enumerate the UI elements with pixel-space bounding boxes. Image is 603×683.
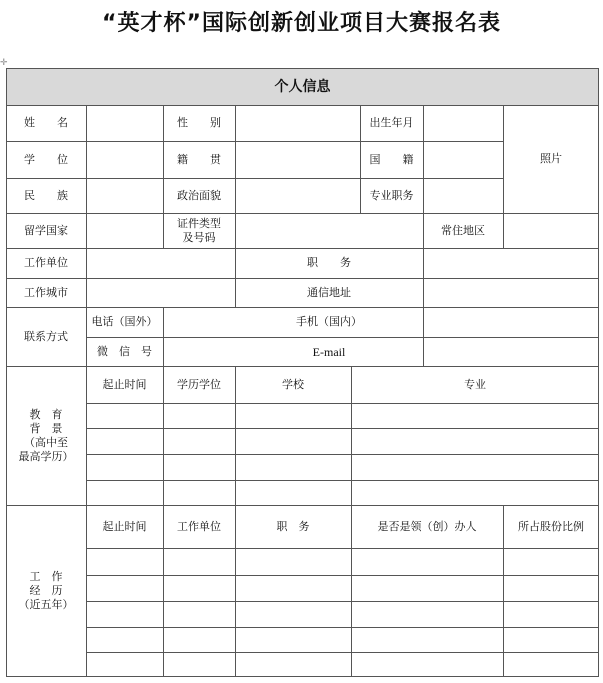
column-divider (423, 105, 424, 213)
row-divider (6, 213, 599, 214)
ethnicity-label: 民 族 (24, 188, 68, 202)
column-divider (235, 105, 236, 248)
degree-label: 学 位 (24, 152, 68, 166)
work-header-employer: 工作单位 (177, 519, 221, 533)
email-label: E-mail (312, 344, 346, 359)
photo-label: 照片 (540, 152, 562, 165)
mailing-address-label: 通信地址 (307, 285, 351, 299)
name-label: 姓 名 (24, 116, 68, 129)
native-place-label: 籍 贯 (177, 152, 221, 166)
work-header-position: 职 务 (276, 519, 310, 533)
work-section-label: 工 作 经 历 （近五年） (18, 570, 74, 611)
education-section-label: 教 育 背 景 （高中至 最高学历） (18, 407, 74, 463)
nationality-label: 国 籍 (369, 152, 414, 166)
work-header-period: 起止时间 (102, 519, 147, 533)
id-type-number-label: 证件类型 及号码 (177, 216, 221, 244)
work-header-founder: 是否是领（创）办人 (377, 519, 477, 533)
column-divider (163, 307, 164, 366)
professional-title-label: 专业职务 (369, 188, 414, 202)
crosshair-icon: ✛ (0, 58, 8, 68)
political-status-label: 政治面貌 (177, 188, 221, 202)
employer-label: 工作单位 (24, 256, 68, 269)
residence-region-label: 常住地区 (441, 223, 485, 237)
contact-label: 联系方式 (24, 329, 68, 343)
wechat-label: 微 信 号 (97, 344, 152, 358)
form-title: “英才杯”国际创新创业项目大赛报名表 (102, 11, 501, 36)
section-header: 个人信息 (274, 79, 331, 95)
education-header-degree: 学历学位 (177, 377, 221, 391)
mobile-domestic-label: 手机（国内） (296, 315, 362, 328)
position-label: 职 务 (307, 256, 351, 269)
birth-date-label: 出生年月 (369, 116, 414, 129)
gender-label: 性 别 (177, 116, 221, 129)
work-city-label: 工作城市 (24, 285, 68, 299)
study-abroad-country-label: 留学国家 (24, 223, 68, 237)
work-header-share-ratio: 所占股份比例 (518, 519, 584, 533)
phone-abroad-label: 电话（国外） (91, 315, 158, 328)
column-divider (423, 248, 424, 366)
education-header-period: 起止时间 (102, 377, 147, 391)
education-header-major: 专业 (464, 377, 486, 391)
education-header-school: 学校 (282, 377, 304, 391)
